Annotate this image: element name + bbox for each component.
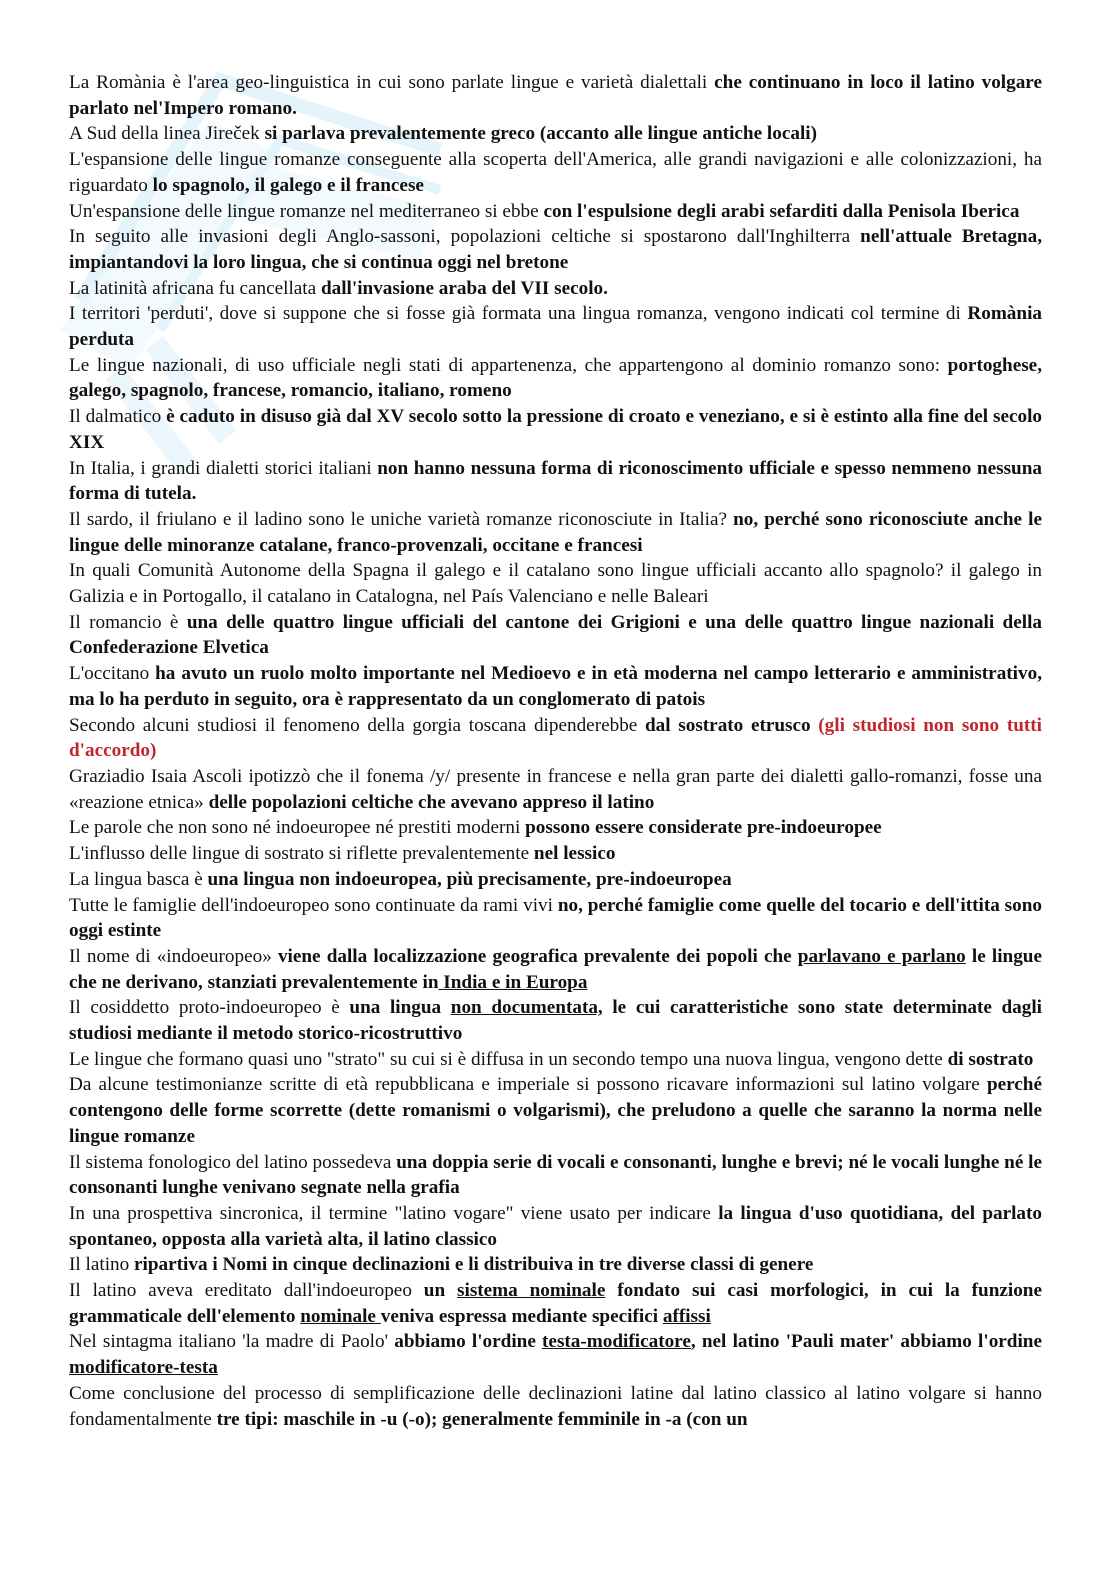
text-run: possono essere considerate pre-indoeuropee [525,817,882,839]
text-run: , nel latino 'Pauli mater' abbiamo l'ordine [690,1331,1042,1353]
paragraph [69,610,1042,661]
text-run: Le lingue nazionali, di uso ufficiale negli stati di appartenenza, che appartengono al dominio romanzo sono: [69,354,948,376]
text-run: viene dalla localizzazione geografica prevalente dei popoli che [277,945,798,967]
text-run: una delle quattro lingue ufficiali del cantone dei Grigioni e una delle quattro lingue nazionali della Confederazione Elvetica [69,611,1042,659]
text-run: parlavano e parlano [797,945,966,967]
paragraph [69,70,1042,121]
text-run: Come conclusione del processo di semplificazione delle declinazioni latine dal latino classico al latino volgare si hanno fondamentalmente [69,1382,1042,1430]
text-run: La lingua basca è [69,868,208,890]
text-run: Secondo alcuni studiosi il fenomeno della gorgia toscana dipenderebbe [69,714,645,736]
text-run: affissi [662,1305,711,1327]
text-run: Tutte le famiglie dell'indoeuropeo sono continuate da rami vivi [69,894,558,916]
text-run: Le lingue che formano quasi uno "strato" su cui si è diffusa in un secondo tempo una nuova lingua, vengono dette [69,1048,948,1070]
paragraph [69,995,1042,1046]
paragraph [69,558,1042,609]
text-run: abbiamo l'ordine [394,1331,543,1353]
text-run: L'espansione delle lingue romanze conseguente alla scoperta dell'America, alle grandi navigazioni e alle colonizzazioni, ha riguardato [69,149,1042,196]
paragraph [69,404,1042,455]
text-run: La Romània è l'area geo-linguistica in cui sono parlate lingue e varietà dialettali [69,72,715,93]
text-run: fondato sui casi morfologici, in cui la funzione grammaticale dell'elemento [69,1280,1042,1327]
text-run: ripartiva i Nomi in cinque declinazioni e li distribuiva in tre diverse classi di genere [134,1254,814,1276]
text-run: testa-modificatore [542,1331,691,1353]
text-run: ha avuto un ruolo molto importante nel Medioevo e in età moderna nel campo letterario e amministrativo, ma lo ha perduto in seguito, ora è rappresentato da un conglomerato di patois [69,663,1042,710]
paragraph [69,944,1042,995]
paragraph [69,224,1042,275]
paragraph [69,301,1042,352]
text-run: (gli studiosi non sono tutti d'accordo) [69,714,1042,762]
paragraph [69,1047,1042,1073]
text-run: delle popolazioni celtiche che avevano appreso il latino [208,791,655,813]
text-run: non hanno nessuna forma di riconoscimento ufficiale e spesso nemmeno nessuna forma di tutela. [69,457,1042,505]
paragraph [69,1201,1042,1252]
text-run: nel lessico [533,843,616,865]
text-run: L'occitano [69,663,156,685]
text-run: la lingua d'uso quotidiana, del parlato spontaneo, opposta alla varietà alta, il latino classico [69,1202,1043,1250]
text-run: no, perché famiglie come quelle del tocario e dell'ittita sono oggi estinte [69,894,1042,942]
paragraph [69,661,1042,712]
text-run: dal sostrato etrusco [644,714,819,736]
paragraph [69,815,1042,841]
text-run: Il sistema fonologico del latino possedeva [69,1151,397,1173]
paragraph [69,199,1042,225]
paragraph [69,764,1042,815]
text-run: una lingua non indoeuropea, più precisamente, pre-indoeuropea [207,868,732,890]
paragraph [69,867,1042,893]
text-run: Il cosiddetto proto-indoeuropeo è [69,997,350,1019]
text-run: Romània perduta [69,303,1042,351]
text-run: lo spagnolo, il galego e il francese [152,174,424,196]
text-run: Nel sintagma italiano 'la madre di Paolo' [69,1331,395,1353]
paragraph [69,1381,1042,1432]
text-run: In seguito alle invasioni degli Anglo-sassoni, popolazioni celtiche si spostarono dall'Inghilterra [69,226,861,248]
text-run: non documentata, [450,997,603,1019]
text-run: Il romancio è [69,611,187,633]
text-run: le cui caratteristiche sono state determinate dagli studiosi mediante il metodo storico-ricostruttivo [69,997,1043,1045]
text-run: Il nome di «indoeuropeo» [69,945,278,967]
text-run: A Sud della linea Jireček [69,123,265,145]
text-run: è caduto in disuso già dal XV secolo sotto la pressione di croato e veneziano, e si è estinto alla fine del secolo XIX [69,406,1043,453]
document-body [69,70,1042,1432]
text-run: I territori 'perduti', dove si suppone che si fosse già formata una lingua romanza, vengono indicati col termine di [69,303,968,325]
text-run: Le parole che non sono né indoeuropee né prestiti moderni [69,817,526,839]
text-run: un [423,1280,458,1302]
text-run: La latinità africana fu cancellata [69,277,321,299]
text-run: Il sardo, il friulano e il ladino sono le uniche varietà romanze riconosciute in Italia? [69,508,734,530]
text-run: In una prospettiva sincronica, il termine "latino vogare" viene usato per indicare [69,1202,719,1224]
text-run: le lingue che ne derivano, stanziati prevalentemente in [69,945,1042,993]
paragraph [69,1278,1042,1329]
text-run: In Italia, i grandi dialetti storici italiani [69,457,378,479]
paragraph [69,893,1042,944]
text-run: Il dalmatico [69,406,167,428]
text-run: Il latino [69,1254,135,1276]
text-run: una lingua [349,997,451,1019]
text-run: Un'espansione delle lingue romanze nel mediterraneo si ebbe [69,200,544,222]
text-run: modificatore-testa [69,1357,218,1379]
text-run: nominale [300,1305,381,1327]
text-run: In quali Comunità Autonome della Spagna il galego e il catalano sono lingue ufficiali accanto allo spagnolo? il galego in Galizia e in Portogallo, il catalano in Catalogna, nel País Valenciano e nelle Baleari [69,560,1042,608]
text-run: Da alcune testimonianze scritte di età repubblicana e imperiale si possono ricavare informazioni sul latino volgare [69,1074,987,1096]
text-run: si parlava prevalentemente greco (accanto alle lingue antiche locali) [264,123,817,145]
text-run: sistema nominale [457,1280,606,1302]
paragraph [69,1252,1042,1278]
paragraph [69,1072,1042,1149]
text-run: no, perché sono riconosciute anche le lingue delle minoranze catalane, franco-provenzali, occitane e francesi [69,508,1042,556]
text-run: Graziadio Isaia Ascoli ipotizzò che il fonema /y/ presente in francese e nella gran parte dei dialetti gallo-romanzi, fosse una «reazione etnica» [69,765,1042,813]
paragraph [69,713,1042,764]
text-run: di sostrato [947,1048,1034,1070]
paragraph [69,841,1042,867]
text-run: che continuano in loco il latino volgare parlato nel'Impero romano. [69,72,1042,119]
text-run: portoghese, galego, spagnolo, francese, romancio, italiano, romeno [69,354,1042,402]
paragraph [69,276,1042,302]
text-run: veniva espressa mediante specifici [380,1305,663,1327]
paragraph [69,456,1042,507]
paragraph [69,1150,1042,1201]
text-run: tre tipi: maschile in -u (-o); generalmente femminile in -a (con un [216,1408,748,1430]
text-run: L'influsso delle lingue di sostrato si riflette prevalentemente [69,843,534,865]
paragraph [69,1329,1042,1380]
paragraph [69,353,1042,404]
paragraph [69,507,1042,558]
text-run: Il latino aveva ereditato dall'indoeuropeo [69,1280,424,1302]
text-run: nell'attuale Bretagna, impiantandovi la loro lingua, che si continua oggi nel bretone [69,226,1042,273]
text-run: con l'espulsione degli arabi sefarditi dalla Penisola Iberica [543,200,1020,222]
text-run: dall'invasione araba del VII secolo. [320,277,608,299]
text-run: perché contengono delle forme scorrette (dette romanismi o volgarismi), che preludono a quelle che saranno la norma nelle lingue romanze [69,1074,1042,1147]
text-run: India e in Europa [438,971,588,993]
paragraph [69,147,1042,198]
text-run: una doppia serie di vocali e consonanti, lunghe e brevi; né le vocali lunghe né le consonanti lunghe venivano segnate nella grafia [69,1151,1043,1199]
paragraph [69,121,1042,147]
